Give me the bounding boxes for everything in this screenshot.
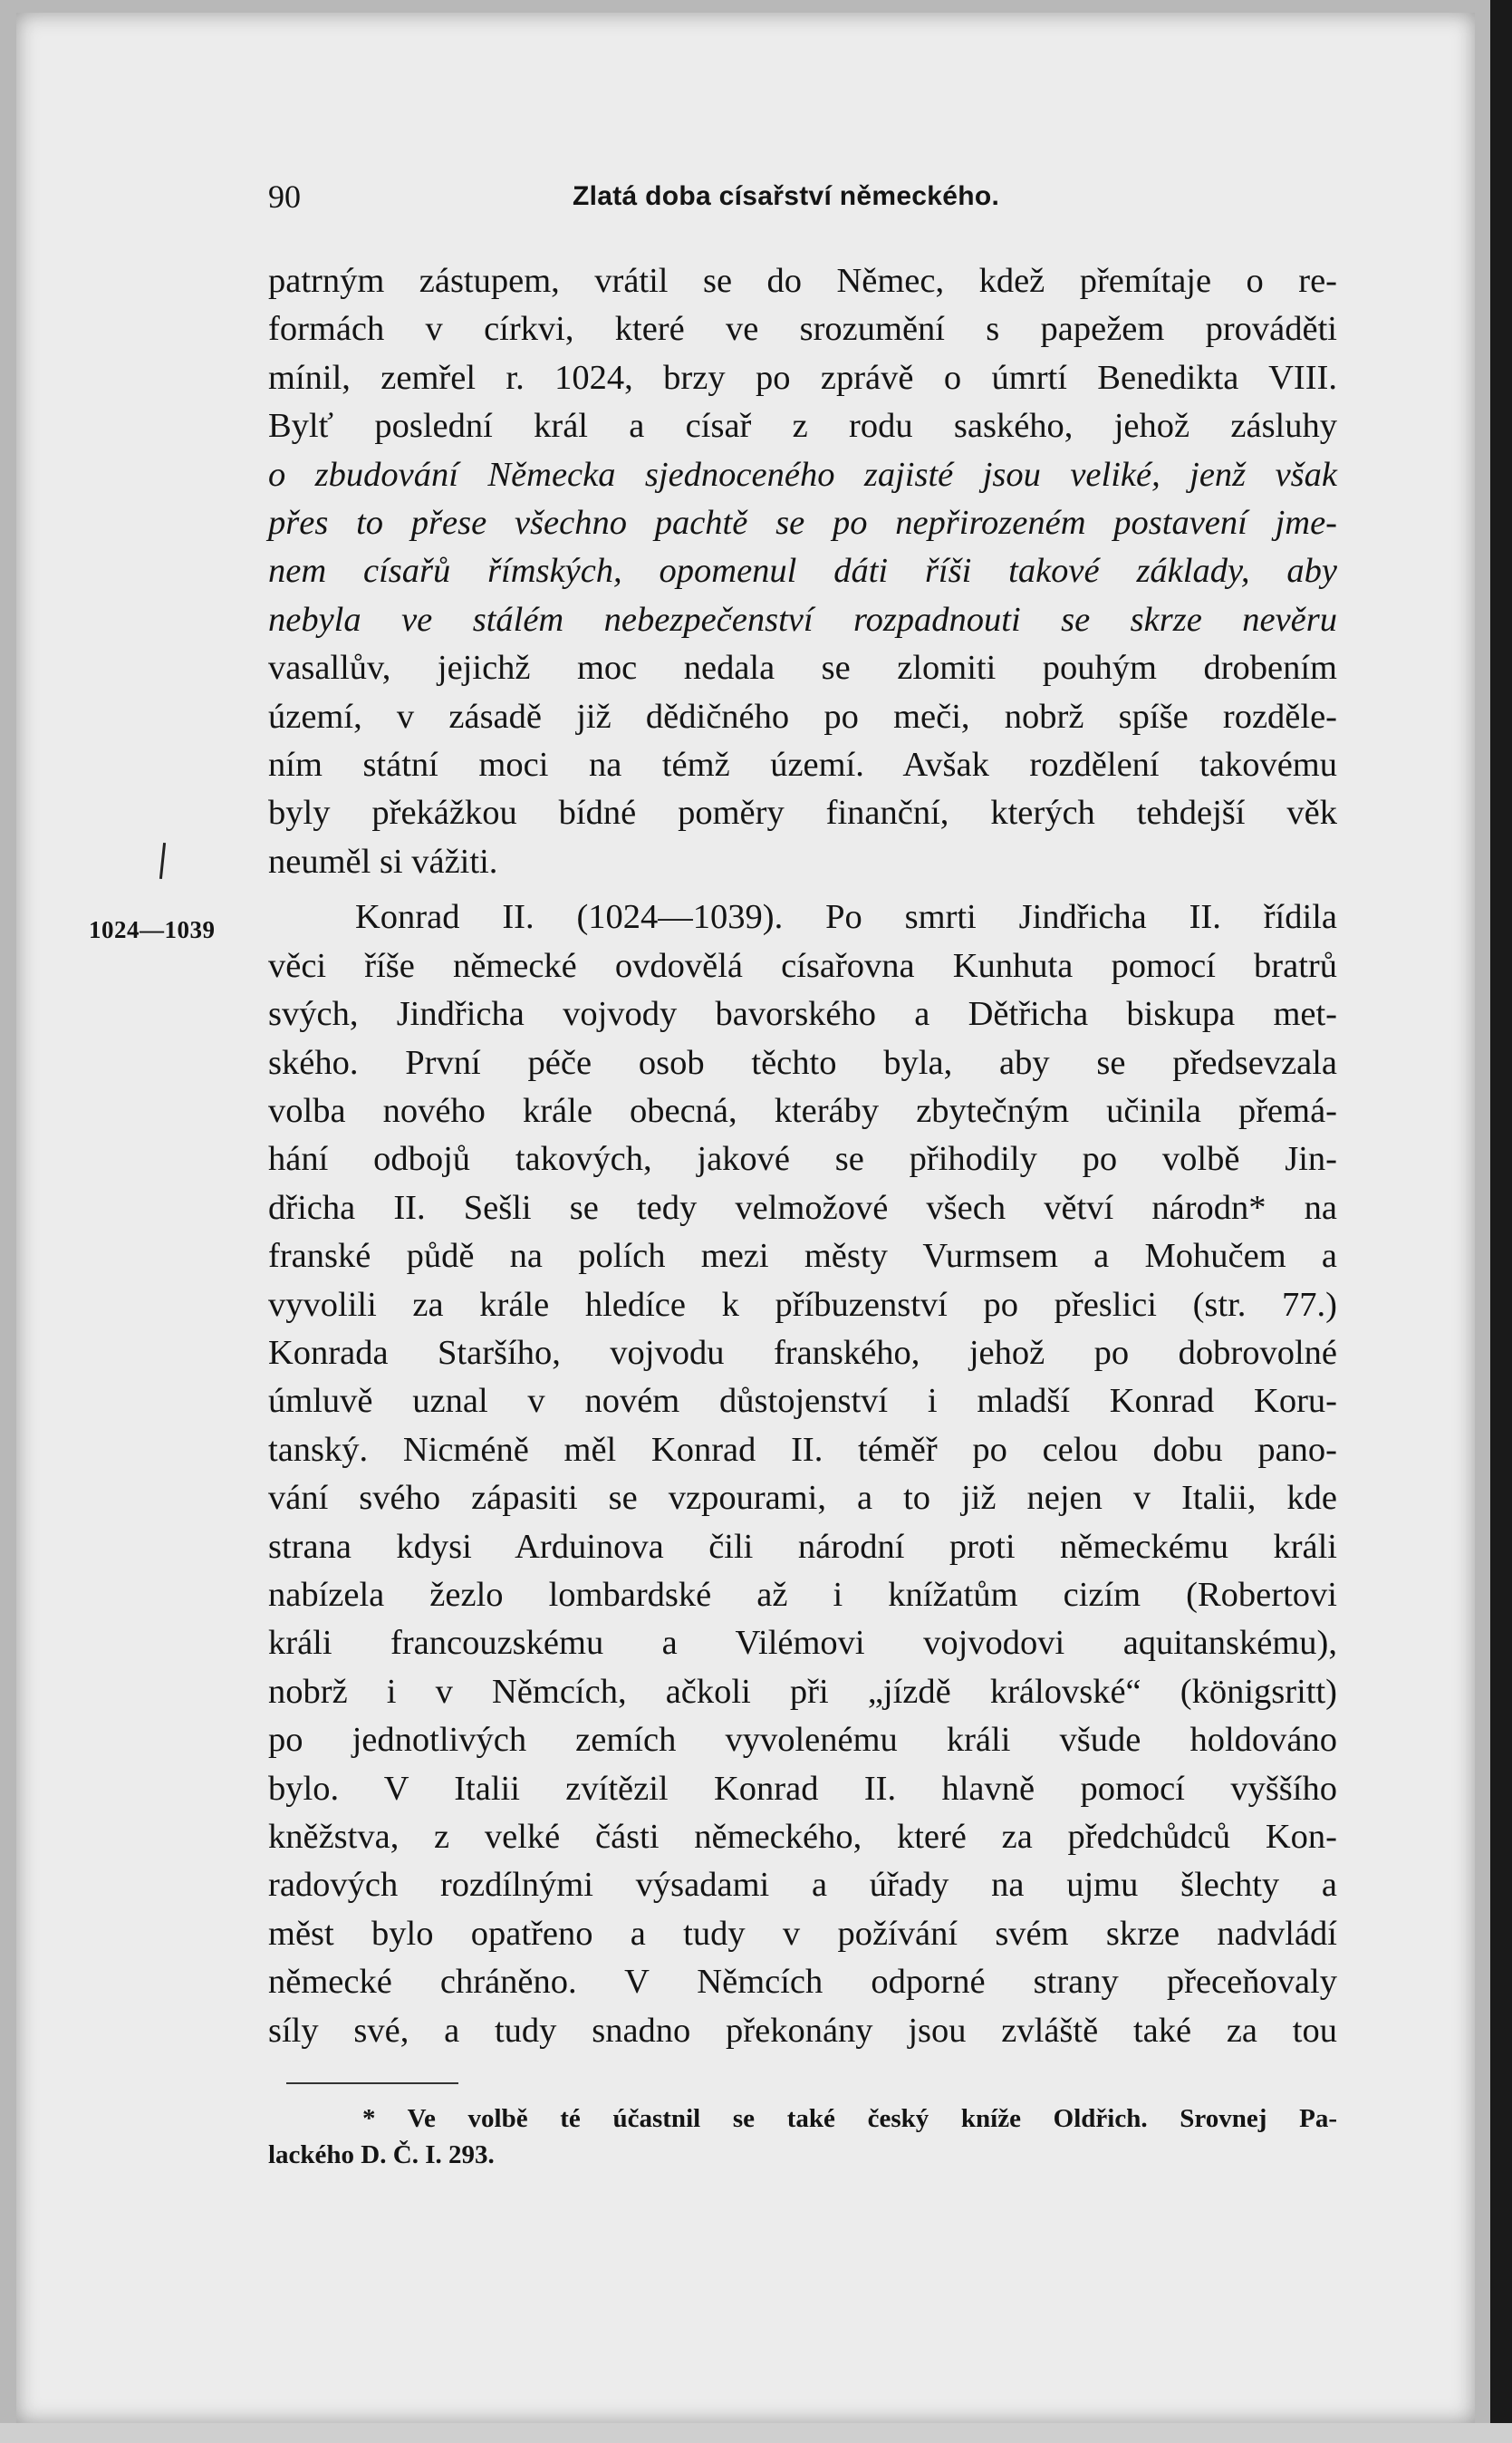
footnote <box>268 2100 1337 2173</box>
text-line: ním státní moci na témž území. Avšak rozdělení takovému <box>268 746 1337 785</box>
text-line: vyvolili za krále hledíce k příbuzenství po přeslici (str. 77.) <box>268 1285 1337 1324</box>
paragraph-1 <box>268 257 1337 886</box>
text-line: bylo. V Italii zvítězil Konrad II. hlavně pomocí vyššího <box>268 1769 1337 1808</box>
scan-bottom-edge <box>0 2423 1512 2443</box>
text-line: měst bylo opatřeno a tudy v požívání svém skrze nadvládí <box>268 1914 1337 1953</box>
footnote-rule <box>286 2082 458 2084</box>
text-line: hání odbojů takových, jakové se přihodily po volbě Jin- <box>268 1140 1337 1179</box>
text-line: neuměl si vážiti. <box>268 842 498 881</box>
text-line: Konrad II. (1024—1039). Po smrti Jindřicha II. řídila <box>355 898 1337 937</box>
text-line: volba nového krále obecná, kteráby zbytečným učinila přemá- <box>268 1091 1337 1130</box>
text-line: králi francouzskému a Vilémovi vojvodovi aquitanskému), <box>268 1624 1337 1663</box>
margin-date-note: 1024—1039 <box>89 916 216 943</box>
footnote-line: lackého D. Č. I. 293. <box>268 2140 495 2169</box>
text-line: svých, Jindřicha vojvody bavorského a Dětřicha biskupa met- <box>268 995 1337 1034</box>
text-line: nebyla ve stálém nebezpečenství rozpadnouti se skrze nevěru <box>268 600 1337 639</box>
text-line: formách v církvi, které ve srozumění s papežem prováděti <box>268 310 1337 349</box>
text-line: věci říše německé ovdovělá císařovna Kunhuta pomocí bratrů <box>268 946 1337 985</box>
text-line: strana kdysi Arduinova čili národní proti německému králi <box>268 1527 1337 1566</box>
text-line: nem císařů římských, opomenul dáti říši takové základy, aby <box>268 552 1337 591</box>
text-line: patrným zástupem, vrátil se do Němec, kdež přemítaje o re- <box>268 262 1337 300</box>
text-line: vasallův, jejichž moc nedala se zlomiti pouhým drobením <box>268 649 1337 688</box>
text-line: kněžstva, z velké části německého, které za předchůdců Kon- <box>268 1818 1337 1856</box>
text-line: byly překážkou bídné poměry finanční, kterých tehdejší věk <box>268 794 1337 833</box>
body-text <box>268 257 1337 2055</box>
text-line: o zbudování Německa sjednoceného zajisté jsou veliké, jenž však <box>268 455 1337 494</box>
text-line: mínil, zemřel r. 1024, brzy po zprávě o úmrtí Benedikta VIII. <box>268 358 1337 397</box>
text-line: německé chráněno. V Němcích odporné strany přeceňovaly <box>268 1963 1337 2002</box>
text-line: nabízela žezlo lombardské až i knížatům cizím (Robertovi <box>268 1575 1337 1614</box>
text-line: síly své, a tudy snadno překonány jsou zvláště také za tou <box>268 2011 1337 2050</box>
text-line: vání svého zápasiti se vzpourami, a to již nejen v Italii, kde <box>268 1479 1337 1518</box>
footnote-line: * Ve volbě té účastnil se také český kníže Oldřich. Srovnej Pa- <box>362 2104 1337 2133</box>
running-title: Zlatá doba císařství německého. <box>573 181 1000 211</box>
text-line: radových rozdílnými výsadami a úřady na ujmu šlechty a <box>268 1866 1337 1905</box>
scan-edge <box>1490 0 1512 2443</box>
text-line: Bylť poslední král a císař z rodu saského, jehož zásluhy <box>268 407 1337 446</box>
text-line: Konrada Staršího, vojvodu franského, jehož po dobrovolné <box>268 1333 1337 1372</box>
text-line: tanský. Nicméně měl Konrad II. téměř po celou dobu pano- <box>268 1430 1337 1469</box>
text-line: franské půdě na polích mezi městy Vurmsem a Mohučem a <box>268 1237 1337 1276</box>
page-number: 90 <box>268 179 301 215</box>
text-line: území, v zásadě již dědičného po meči, nobrž spíše rozděle- <box>268 697 1337 736</box>
text-line: dřicha II. Sešli se tedy velmožové všech větví národn* na <box>268 1188 1337 1227</box>
text-line: přes to přese všechno pachtě se po nepřirozeném postavení jme- <box>268 504 1337 543</box>
paragraph-2 <box>268 893 1337 2055</box>
text-line: po jednotlivých zemích vyvolenému králi všude holdováno <box>268 1721 1337 1760</box>
text-line: ského. První péče osob těchto byla, aby se předsevzala <box>268 1043 1337 1082</box>
text-line: úmluvě uznal v novém důstojenství i mladší Konrad Koru- <box>268 1382 1337 1421</box>
text-line: nobrž i v Němcích, ačkoli při „jízdě královské“ (königsritt) <box>268 1672 1337 1711</box>
